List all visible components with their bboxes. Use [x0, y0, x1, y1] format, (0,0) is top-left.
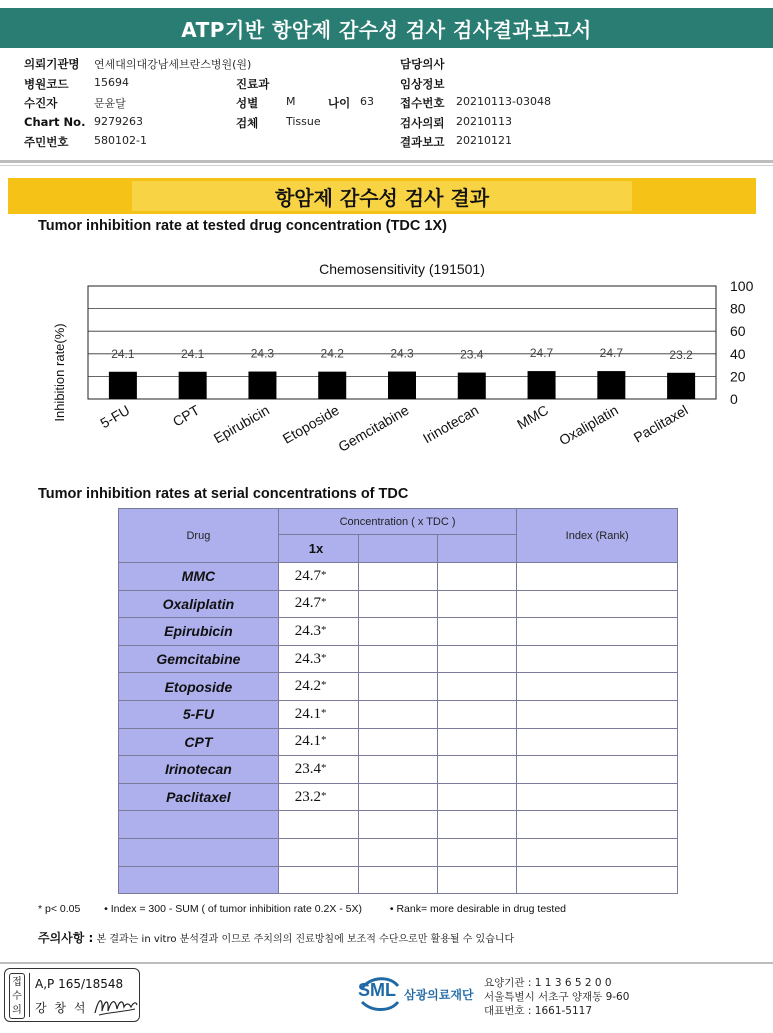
table-row	[119, 756, 678, 784]
bar	[248, 372, 276, 399]
value-empty-cell	[358, 673, 437, 701]
value-empty-cell	[437, 590, 517, 618]
index-rank-cell	[517, 673, 678, 701]
x-tick-label: Paclitaxel	[630, 401, 691, 446]
y-axis-label: Inhibition rate(%)	[52, 323, 67, 422]
significance-marker: *	[321, 679, 327, 692]
bar	[388, 372, 416, 399]
bar-value-label: 24.3	[250, 346, 275, 361]
value-empty-cell	[437, 838, 517, 866]
chart-title: Chemosensitivity (191501)	[319, 261, 485, 277]
index-rank-cell	[517, 700, 678, 728]
y-tick-label: 0	[730, 391, 738, 407]
significance-marker: *	[321, 706, 327, 719]
chart-no-label: Chart No.	[24, 115, 86, 129]
notice	[38, 929, 514, 946]
significance-marker: *	[321, 568, 327, 581]
bar	[528, 371, 556, 399]
sex-value: M	[286, 95, 296, 108]
drug-name-cell	[119, 811, 279, 839]
drug-name-cell: Irinotecan	[119, 756, 279, 784]
table-row	[119, 590, 678, 618]
value-empty-cell	[358, 756, 437, 784]
drug-name-cell	[119, 866, 279, 894]
clinical-label: 임상정보	[400, 77, 445, 91]
stamp-vertical-char: 수	[12, 991, 22, 1002]
value-empty-cell	[358, 563, 437, 591]
inhibition-value: 23.4	[294, 760, 322, 777]
value-empty-cell	[358, 783, 437, 811]
inhibition-value: 23.2	[294, 788, 322, 805]
inhibition-value: 24.1	[294, 705, 322, 722]
divider	[0, 165, 773, 166]
signature-icon	[93, 993, 139, 1019]
x-tick-label: Epirubicin	[210, 401, 272, 447]
table-row	[119, 618, 678, 646]
significance-marker: *	[321, 734, 327, 747]
section1-title: Tumor inhibition rate at tested drug concentration (TDC 1X)	[38, 218, 447, 234]
accession-label: 접수번호	[400, 96, 445, 110]
index-rank-header: Index (Rank)	[517, 509, 678, 563]
bar-value-label: 23.2	[669, 347, 693, 362]
inhibition-value: 24.2	[294, 678, 322, 695]
value-empty-cell	[358, 700, 437, 728]
bar	[318, 372, 346, 399]
index-rank-cell	[517, 728, 678, 756]
request-label: 검사의뢰	[400, 116, 445, 130]
id-label: 주민번호	[24, 135, 69, 149]
value-empty-cell	[358, 618, 437, 646]
y-tick-label: 100	[730, 278, 754, 294]
index-rank-cell	[517, 838, 678, 866]
x-tick-label: 5-FU	[97, 401, 133, 432]
report-value: 20210121	[456, 134, 512, 147]
org-line1: 요양기관 : 1 1 3 6 5 2 0 0	[484, 977, 612, 989]
value-empty-cell	[437, 618, 517, 646]
stamp-vertical-char: 접	[12, 977, 22, 988]
stamp-divider	[29, 973, 30, 1017]
value-1x-cell	[278, 700, 358, 728]
bar	[667, 373, 695, 399]
specimen-label: 검체	[236, 116, 259, 130]
value-1x-cell	[278, 866, 358, 894]
drug-name-cell	[119, 838, 279, 866]
divider	[0, 962, 773, 964]
y-tick-label: 60	[730, 323, 746, 340]
value-empty-cell	[437, 645, 517, 673]
chart-no-value: 9279263	[94, 115, 143, 128]
x-tick-label: Oxaliplatin	[556, 401, 621, 449]
value-1x-cell	[278, 590, 358, 618]
bar-value-label: 24.7	[599, 346, 624, 361]
conc-1x-header: 1x	[278, 535, 358, 563]
doctor-label: 담당의사	[400, 57, 445, 71]
results-table	[118, 508, 678, 894]
y-tick-label: 40	[730, 345, 746, 362]
index-rank-cell	[517, 866, 678, 894]
stamp-vertical-label	[9, 973, 25, 1019]
value-empty-cell	[437, 728, 517, 756]
x-tick-label: Irinotecan	[420, 401, 482, 447]
report-title: ATP기반 항암제 감수성 검사 검사결과보고서	[181, 17, 592, 42]
org-info	[484, 976, 629, 1018]
section2-title: Tumor inhibition rates at serial concentrations of TDC	[38, 486, 409, 502]
bar-value-label: 24.2	[320, 346, 344, 361]
reception-stamp	[4, 968, 140, 1022]
value-empty-cell	[358, 590, 437, 618]
table-row	[119, 563, 678, 591]
concentration-header: Concentration ( x TDC )	[278, 509, 517, 535]
specimen-value: Tissue	[286, 115, 321, 128]
value-empty-cell	[358, 866, 437, 894]
value-empty-cell	[437, 700, 517, 728]
index-rank-cell	[517, 811, 678, 839]
table-row	[119, 700, 678, 728]
bar	[458, 373, 486, 399]
bar	[179, 372, 207, 399]
x-tick-label: Gemcitabine	[335, 401, 412, 455]
footnote-p: * p< 0.05	[38, 903, 81, 915]
index-rank-cell	[517, 590, 678, 618]
table-row	[119, 866, 678, 894]
significance-marker: *	[321, 623, 327, 636]
index-rank-cell	[517, 563, 678, 591]
significance-marker: *	[321, 596, 327, 609]
stamp-line1: A,P 165/18548	[35, 977, 124, 991]
result-banner	[8, 178, 756, 214]
significance-marker: *	[321, 761, 327, 774]
value-empty-cell	[437, 673, 517, 701]
x-tick-label: CPT	[169, 401, 203, 430]
value-empty-cell	[437, 563, 517, 591]
org-line3: 대표번호 : 1661-5117	[484, 1005, 593, 1017]
table-header-row	[119, 509, 678, 535]
age-value: 63	[360, 95, 374, 108]
conc-empty-header	[358, 535, 437, 563]
inhibition-value: 24.7	[294, 567, 322, 584]
hospital-code-value: 15694	[94, 76, 129, 89]
drug-name-cell: Etoposide	[119, 673, 279, 701]
patient-label: 수진자	[24, 96, 58, 110]
sml-logo	[358, 974, 478, 1016]
significance-marker: *	[321, 789, 327, 802]
table-row	[119, 728, 678, 756]
index-rank-cell	[517, 756, 678, 784]
drug-header: Drug	[119, 509, 279, 563]
value-1x-cell	[278, 673, 358, 701]
index-rank-cell	[517, 618, 678, 646]
stamp-vertical-char: 의	[12, 1005, 22, 1016]
value-1x-cell	[278, 811, 358, 839]
value-1x-cell	[278, 563, 358, 591]
value-1x-cell	[278, 728, 358, 756]
x-tick-label: MMC	[514, 401, 552, 433]
drug-name-cell: 5-FU	[119, 700, 279, 728]
inhibition-value: 24.3	[294, 622, 322, 639]
hospital-code-label: 병원코드	[24, 77, 69, 91]
value-empty-cell	[358, 728, 437, 756]
table-row	[119, 673, 678, 701]
value-empty-cell	[358, 838, 437, 866]
drug-name-cell: Oxaliplatin	[119, 590, 279, 618]
drug-name-cell: Epirubicin	[119, 618, 279, 646]
bar-value-label: 24.1	[180, 346, 205, 361]
value-empty-cell	[437, 811, 517, 839]
conc-empty-header	[437, 535, 517, 563]
institution-label: 의뢰기관명	[24, 57, 80, 71]
table-row	[119, 645, 678, 673]
accession-value: 20210113-03048	[456, 95, 551, 108]
chemosensitivity-chart	[40, 252, 760, 478]
value-1x-cell	[278, 756, 358, 784]
patient-value: 문윤달	[94, 97, 126, 110]
divider	[0, 160, 773, 163]
institution-value: 연세대의대강남세브란스병원(원)	[94, 58, 252, 71]
footnote-index: • Index = 300 - SUM ( of tumor inhibition rate 0.2X - 5X)	[104, 903, 363, 915]
dept-label: 진료과	[236, 77, 270, 91]
bar-value-label: 23.4	[460, 347, 484, 362]
age-label: 나이	[328, 96, 351, 110]
footnote-rank: • Rank= more desirable in drug tested	[389, 903, 567, 915]
y-tick-label: 80	[730, 300, 746, 317]
inhibition-value: 24.3	[294, 650, 322, 667]
table-row	[119, 838, 678, 866]
sml-logo-text: SML	[358, 980, 396, 1000]
report-header	[0, 8, 773, 48]
stamp-line2: 강 창 석	[35, 1001, 88, 1015]
result-banner-inner	[132, 181, 632, 211]
org-line2: 서울특별시 서초구 양재동 9-60	[484, 991, 630, 1003]
y-tick-label: 20	[730, 368, 746, 385]
bar-value-label: 24.7	[529, 346, 554, 361]
significance-marker: *	[321, 651, 327, 664]
table-row	[119, 783, 678, 811]
drug-name-cell: MMC	[119, 563, 279, 591]
index-rank-cell	[517, 783, 678, 811]
value-empty-cell	[437, 866, 517, 894]
inhibition-value: 24.7	[294, 595, 322, 612]
request-value: 20210113	[456, 115, 512, 128]
drug-name-cell: CPT	[119, 728, 279, 756]
value-1x-cell	[278, 838, 358, 866]
table-row	[119, 811, 678, 839]
id-value: 580102-1	[94, 134, 147, 147]
notice-label: 주의사항 :	[38, 931, 94, 945]
x-tick-label: Etoposide	[279, 401, 342, 447]
bar	[597, 371, 625, 399]
index-rank-cell	[517, 645, 678, 673]
footnotes	[38, 903, 566, 915]
result-banner-text: 항암제 감수성 검사 결과	[274, 185, 490, 210]
value-1x-cell	[278, 645, 358, 673]
value-1x-cell	[278, 783, 358, 811]
bar-value-label: 24.1	[111, 346, 135, 361]
bar	[109, 372, 137, 399]
value-empty-cell	[437, 756, 517, 784]
sex-label: 성별	[236, 96, 259, 110]
drug-name-cell: Gemcitabine	[119, 645, 279, 673]
report-label: 결과보고	[400, 135, 445, 149]
patient-info	[24, 56, 764, 152]
value-1x-cell	[278, 618, 358, 646]
value-empty-cell	[437, 783, 517, 811]
bar-value-label: 24.3	[390, 346, 414, 361]
value-empty-cell	[358, 645, 437, 673]
drug-name-cell: Paclitaxel	[119, 783, 279, 811]
value-empty-cell	[358, 811, 437, 839]
inhibition-value: 24.1	[294, 733, 322, 750]
notice-text: 본 결과는 in vitro 분석결과 이므로 주치의의 진료방침에 보조적 수단으로만 활용될 수 있습니다	[96, 934, 515, 945]
sml-corp-name: 삼광의료재단	[404, 988, 474, 1002]
